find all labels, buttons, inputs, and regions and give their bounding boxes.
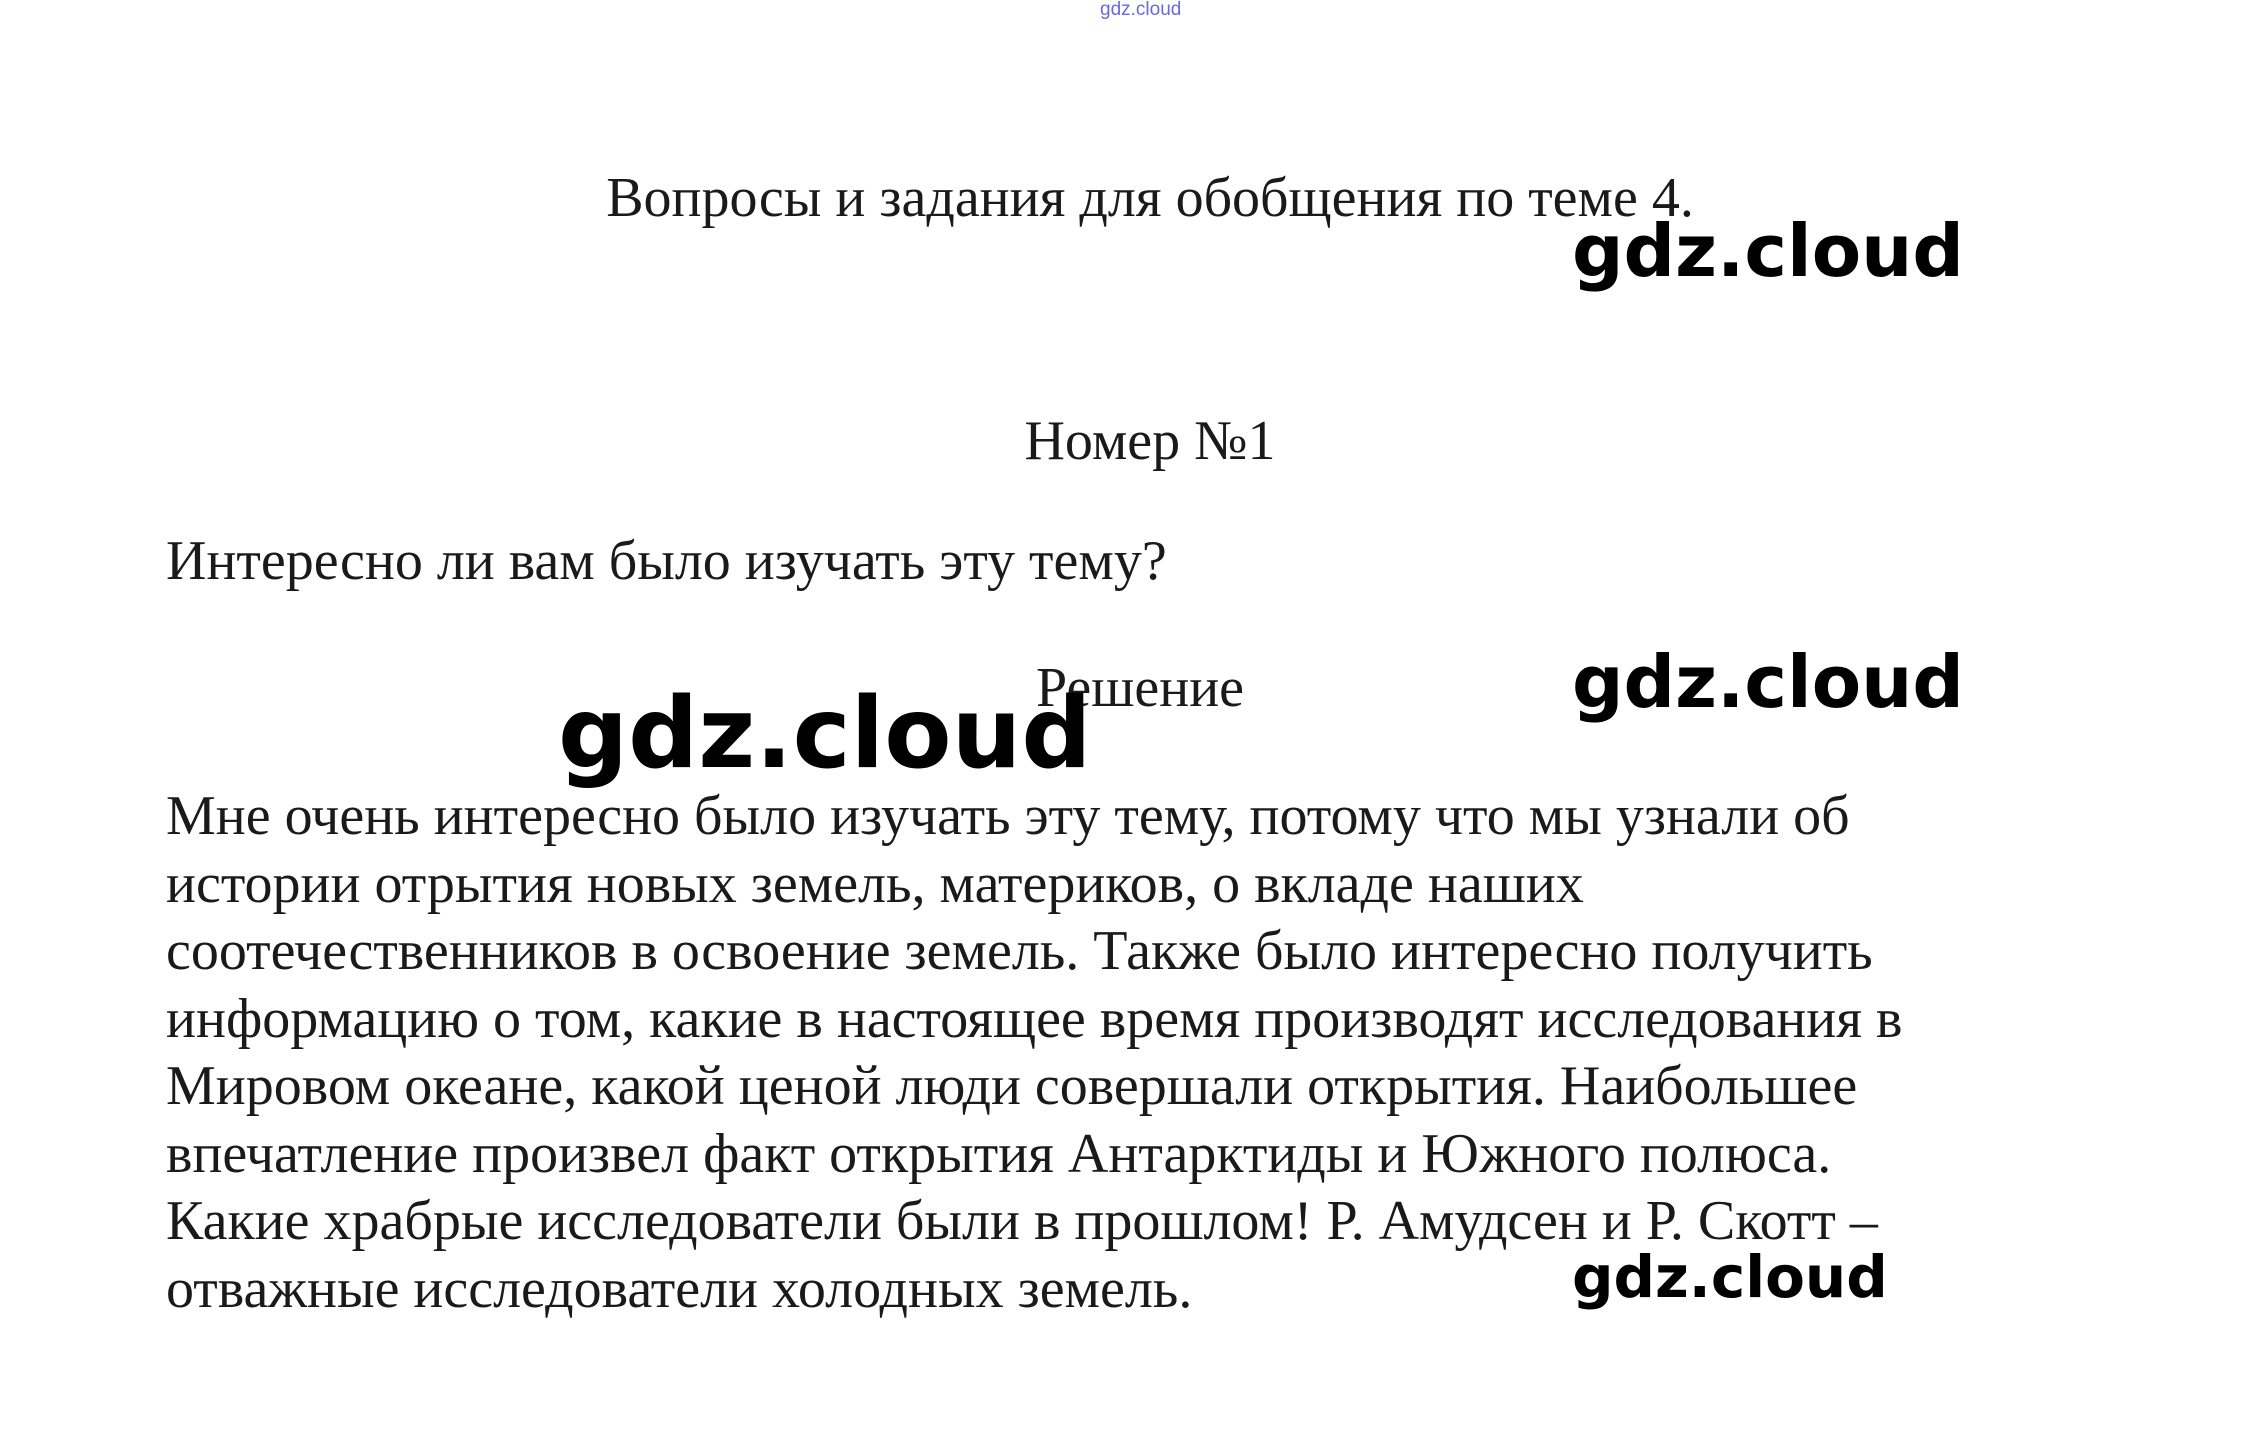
top-watermark-link: gdz.cloud [1100,0,1182,20]
answer-line: информацию о том, какие в настоящее время производят исследования в [166,987,1903,1050]
solution-label: Решение [1036,657,1245,719]
answer-line: Какие храбрые исследователи были в прошлом! Р. Амудсен и Р. Скотт – [166,1190,1878,1252]
answer-line: отважные исследователи холодных земель. [166,1257,1193,1320]
watermark: gdz.cloud [1572,209,1964,293]
answer-line: соотечественников в освоение земель. Также было интересно получить [166,920,1873,982]
answer-line: истории отрытия новых земель, материков, о вкладе наших [166,852,1584,915]
watermark: gdz.cloud [1572,640,1964,724]
task-number: Номер №1 [1024,410,1276,472]
watermark: gdz.cloud [558,677,1092,791]
answer-line: впечатление произвел факт открытия Антарктиды и Южного полюса. [166,1122,1832,1185]
answer-paragraph [166,783,2126,1323]
watermark: gdz.cloud [1572,1243,1888,1311]
answer-line: Мне очень интересно было изучать эту тему, потому что мы узнали об [166,785,1850,847]
page-title: Вопросы и задания для обобщения по теме 4. [606,167,1694,229]
answer-line: Мировом океане, какой ценой люди совершали открытия. Наибольшее [166,1055,1858,1117]
question-text: Интересно ли вам было изучать эту тему? [166,530,1167,592]
